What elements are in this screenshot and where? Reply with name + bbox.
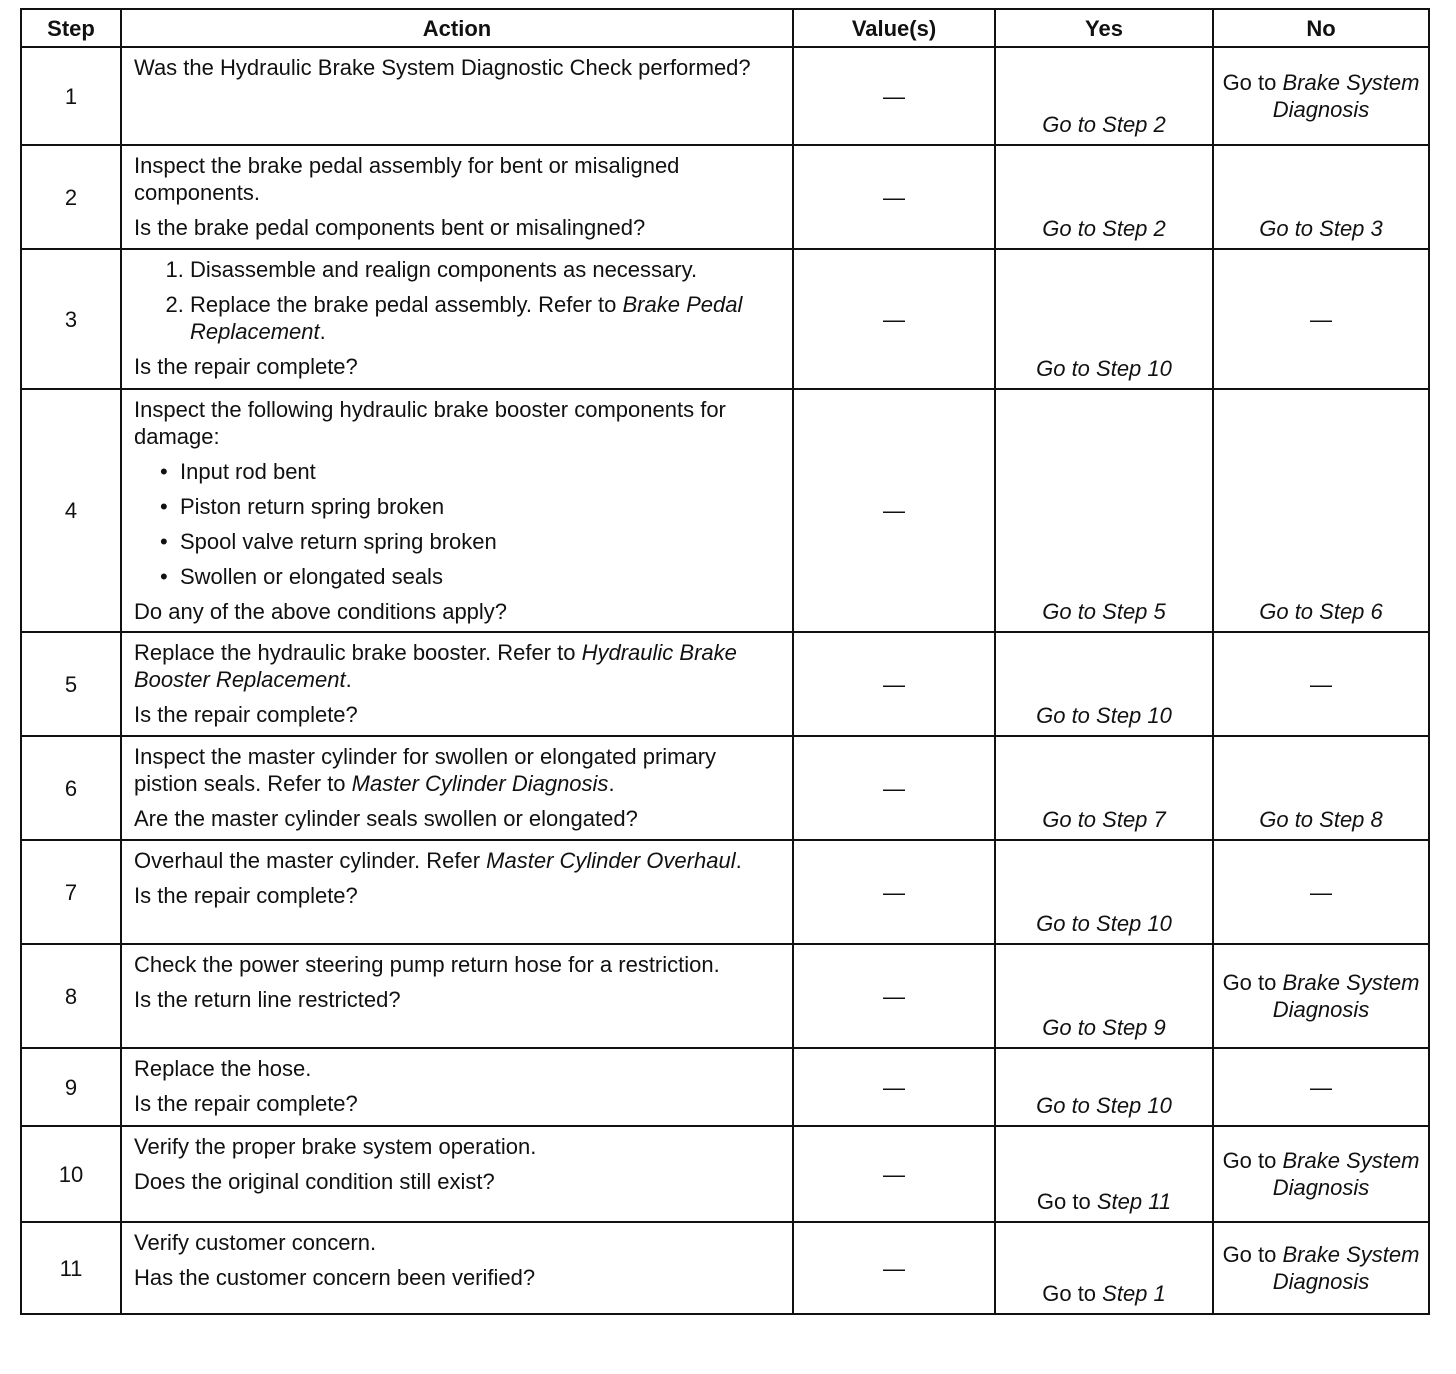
action-text: Was the Hydraulic Brake System Diagnostic Check performed? [134, 55, 751, 80]
yes-cell [995, 1126, 1213, 1222]
no-prefix: Go to [1222, 70, 1283, 95]
no-prefix: Go to [1222, 1148, 1283, 1173]
action-cell [121, 47, 793, 145]
table-row [21, 145, 1429, 249]
action-question: Has the customer concern been verified? [134, 1265, 536, 1290]
yes-reference: Step 1 [1102, 1281, 1166, 1306]
no-cell [1213, 47, 1429, 145]
yes-cell [995, 1222, 1213, 1314]
list-item-text: Spool valve return spring broken [180, 529, 497, 554]
step-number: 5 [21, 632, 121, 736]
step-number: 9 [21, 1048, 121, 1126]
list-item-text: Piston return spring broken [180, 494, 445, 519]
action-cell [121, 1126, 793, 1222]
value-cell: — [793, 632, 995, 736]
table-row [21, 249, 1429, 389]
value-cell: — [793, 145, 995, 249]
value-cell: — [793, 389, 995, 632]
list-item [160, 493, 784, 520]
action-cell [121, 145, 793, 249]
list-item: 1. Disassemble and realign components as necessary. [190, 256, 784, 283]
step-number: 1 [21, 47, 121, 145]
yes-cell: Go to Step 9 [995, 944, 1213, 1048]
action-question: Is the repair complete? [134, 354, 358, 379]
list-item-end: . [319, 319, 326, 344]
table-row [21, 632, 1429, 736]
header-step: Step [21, 9, 121, 47]
action-text-end: . [608, 771, 615, 796]
action-text [134, 743, 784, 797]
value-cell: — [793, 249, 995, 389]
value-cell: — [793, 944, 995, 1048]
action-question: Is the repair complete? [134, 702, 358, 727]
no-cell: Go to Step 8 [1213, 736, 1429, 840]
action-text-end: . [345, 667, 352, 692]
action-question: Does the original condition still exist? [134, 1169, 495, 1194]
yes-cell: Go to Step 10 [995, 840, 1213, 944]
header-no: No [1213, 9, 1429, 47]
yes-cell: Go to Step 2 [995, 47, 1213, 145]
no-cell [1213, 944, 1429, 1048]
yes-cell: Go to Step 10 [995, 1048, 1213, 1126]
bullet-icon: • [160, 564, 168, 589]
yes-cell: Go to Step 7 [995, 736, 1213, 840]
action-text: Verify customer concern. [134, 1230, 377, 1255]
reference-link: Brake Pedal Replacement [190, 292, 743, 344]
action-cell [121, 389, 793, 632]
step-number: 7 [21, 840, 121, 944]
yes-prefix: Go to [1036, 1189, 1097, 1214]
bullet-icon: • [160, 459, 168, 484]
list-item [160, 458, 784, 485]
bullet-icon: • [160, 529, 168, 554]
no-reference: Brake System Diagnosis [1272, 1148, 1420, 1200]
table-row [21, 1048, 1429, 1126]
table-row [21, 1126, 1429, 1222]
no-reference: Brake System Diagnosis [1272, 1242, 1420, 1294]
action-cell [121, 736, 793, 840]
action-question: Is the brake pedal components bent or misalingned? [134, 215, 646, 240]
yes-prefix: Go to [1042, 1281, 1103, 1306]
header-values: Value(s) [793, 9, 995, 47]
header-yes: Yes [995, 9, 1213, 47]
table-row [21, 1222, 1429, 1314]
no-reference: Brake System Diagnosis [1272, 70, 1420, 122]
action-text-main: Inspect the master cylinder for swollen or elongated primary pistion seals. Refer to [134, 744, 717, 796]
no-cell [1213, 1222, 1429, 1314]
step-number: 10 [21, 1126, 121, 1222]
no-cell: — [1213, 840, 1429, 944]
action-question: Are the master cylinder seals swollen or elongated? [134, 806, 638, 831]
action-text-main: Replace the hydraulic brake booster. Refer to [134, 640, 582, 665]
list-item-text: Replace the brake pedal assembly. Refer to [190, 292, 623, 317]
reference-link: Master Cylinder Diagnosis [351, 771, 609, 796]
action-question: Is the return line restricted? [134, 987, 401, 1012]
step-number: 11 [21, 1222, 121, 1314]
step-number: 8 [21, 944, 121, 1048]
step-number: 4 [21, 389, 121, 632]
value-cell: — [793, 840, 995, 944]
action-question: Do any of the above conditions apply? [134, 599, 508, 624]
table-row [21, 736, 1429, 840]
diagnostic-table [20, 8, 1430, 1315]
value-cell: — [793, 47, 995, 145]
condition-list [134, 458, 784, 590]
yes-cell: Go to Step 2 [995, 145, 1213, 249]
action-text: Check the power steering pump return hose for a restriction. [134, 952, 720, 977]
no-cell: — [1213, 632, 1429, 736]
list-item-text: Input rod bent [180, 459, 316, 484]
action-cell [121, 1222, 793, 1314]
action-cell [121, 944, 793, 1048]
action-steps-list [134, 256, 784, 345]
value-cell: — [793, 1126, 995, 1222]
yes-cell: Go to Step 5 [995, 389, 1213, 632]
table-row [21, 47, 1429, 145]
reference-link: Master Cylinder Overhaul [486, 848, 736, 873]
table-row [21, 944, 1429, 1048]
action-cell [121, 840, 793, 944]
yes-cell: Go to Step 10 [995, 632, 1213, 736]
header-row [21, 9, 1429, 47]
action-text: Replace the hose. [134, 1056, 312, 1081]
reference-link: Hydraulic Brake Booster Replacement [134, 640, 737, 692]
yes-cell: Go to Step 10 [995, 249, 1213, 389]
action-cell [121, 1048, 793, 1126]
list-item [160, 528, 784, 555]
no-cell: Go to Step 6 [1213, 389, 1429, 632]
action-text: Inspect the brake pedal assembly for bent or misaligned components. [134, 153, 680, 205]
no-prefix: Go to [1222, 970, 1283, 995]
action-question: Is the repair complete? [134, 883, 358, 908]
table-row [21, 840, 1429, 944]
action-text-end: . [735, 848, 742, 873]
action-text-main: Overhaul the master cylinder. Refer [134, 848, 487, 873]
list-item [160, 563, 784, 590]
list-item [190, 291, 784, 345]
header-action: Action [121, 9, 793, 47]
no-cell: Go to Step 3 [1213, 145, 1429, 249]
no-prefix: Go to [1222, 1242, 1283, 1267]
step-number: 3 [21, 249, 121, 389]
list-item-text: Swollen or elongated seals [180, 564, 443, 589]
step-number: 6 [21, 736, 121, 840]
yes-reference: Step 11 [1096, 1189, 1172, 1214]
action-text: Inspect the following hydraulic brake booster components for damage: [134, 397, 726, 449]
action-question: Is the repair complete? [134, 1091, 358, 1116]
no-cell: — [1213, 249, 1429, 389]
action-cell [121, 249, 793, 389]
action-text [134, 639, 784, 693]
action-cell [121, 632, 793, 736]
action-text [134, 847, 784, 874]
no-reference: Brake System Diagnosis [1272, 970, 1420, 1022]
bullet-icon: • [160, 494, 168, 519]
value-cell: — [793, 1048, 995, 1126]
step-number: 2 [21, 145, 121, 249]
value-cell: — [793, 1222, 995, 1314]
no-cell: — [1213, 1048, 1429, 1126]
value-cell: — [793, 736, 995, 840]
action-text: Verify the proper brake system operation. [134, 1134, 537, 1159]
table-row [21, 389, 1429, 632]
no-cell [1213, 1126, 1429, 1222]
